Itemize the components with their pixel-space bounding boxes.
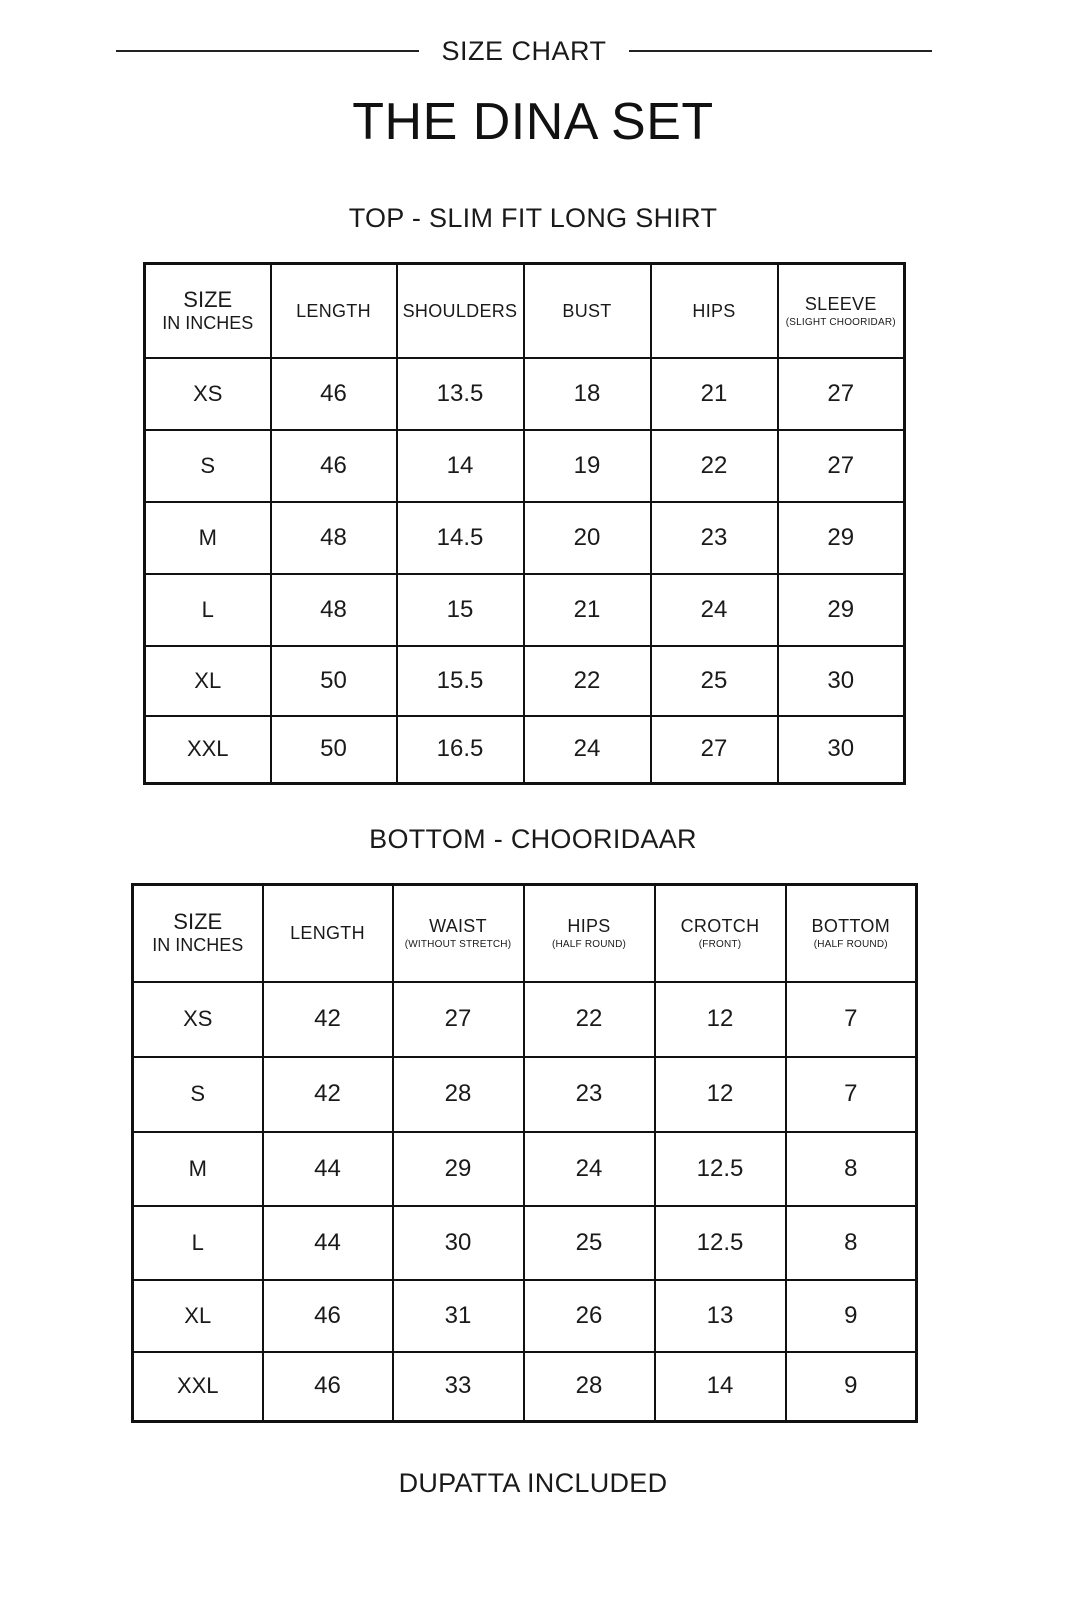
table-header-row [145, 264, 905, 358]
column-header-main: SHOULDERS [402, 300, 518, 321]
size-cell: XS [133, 982, 263, 1057]
bottom-cell: 9 [786, 1352, 917, 1422]
table-row [145, 574, 905, 646]
shoulders-cell: 14.5 [397, 502, 524, 574]
table-row [133, 1057, 917, 1132]
table-row [145, 430, 905, 502]
size-cell: XXL [133, 1352, 263, 1422]
hips-cell: 26 [524, 1280, 655, 1352]
column-header-sub: (FRONT) [698, 939, 742, 951]
shoulders-cell: 16.5 [397, 716, 524, 784]
waist-cell: 30 [393, 1206, 524, 1280]
hips-cell: 22 [524, 982, 655, 1057]
table-row [145, 646, 905, 716]
length-cell: 50 [271, 646, 397, 716]
shoulders-cell: 15.5 [397, 646, 524, 716]
column-header-shoulders [397, 264, 524, 358]
length-cell: 44 [263, 1132, 393, 1206]
sleeve-cell: 29 [778, 574, 905, 646]
table-row [145, 502, 905, 574]
column-header-main: SIZE [183, 286, 233, 312]
column-header-crotch [655, 885, 786, 982]
column-header-sub: IN INCHES [162, 312, 254, 333]
length-cell: 48 [271, 574, 397, 646]
waist-cell: 29 [393, 1132, 524, 1206]
length-cell: 42 [263, 982, 393, 1057]
table-row [133, 1206, 917, 1280]
sleeve-cell: 30 [778, 716, 905, 784]
length-cell: 46 [271, 358, 397, 430]
sleeve-cell: 29 [778, 502, 905, 574]
crotch-cell: 13 [655, 1280, 786, 1352]
column-header-sub: (WITHOUT STRETCH) [404, 939, 512, 951]
size-cell: XL [145, 646, 271, 716]
column-header-sub: (HALF ROUND) [813, 939, 888, 951]
length-cell: 46 [263, 1352, 393, 1422]
length-cell: 42 [263, 1057, 393, 1132]
header-rule-left [116, 50, 419, 52]
bottom-cell: 8 [786, 1206, 917, 1280]
length-cell: 50 [271, 716, 397, 784]
size-cell: XS [145, 358, 271, 430]
column-header-main: LENGTH [296, 300, 371, 321]
hips-cell: 24 [524, 1132, 655, 1206]
size-cell: S [145, 430, 271, 502]
dupatta-note: DUPATTA INCLUDED [398, 1468, 668, 1498]
size-cell: XL [133, 1280, 263, 1352]
size-cell: S [133, 1057, 263, 1132]
top-size-table [143, 262, 906, 785]
size-cell: L [145, 574, 271, 646]
sleeve-cell: 30 [778, 646, 905, 716]
length-cell: 46 [263, 1280, 393, 1352]
table-row [133, 1352, 917, 1422]
hips-cell: 27 [651, 716, 778, 784]
hips-cell: 28 [524, 1352, 655, 1422]
size-cell: XXL [145, 716, 271, 784]
size-chart-label: SIZE CHART [441, 35, 607, 66]
waist-cell: 33 [393, 1352, 524, 1422]
column-header-main: WAIST [429, 916, 487, 937]
column-header-main: LENGTH [290, 923, 365, 944]
column-header-size [133, 885, 263, 982]
column-header-main: BOTTOM [811, 916, 890, 937]
header-rule-right [629, 50, 932, 52]
bottom-cell: 8 [786, 1132, 917, 1206]
hips-cell: 25 [651, 646, 778, 716]
column-header-hips [651, 264, 778, 358]
length-cell: 48 [271, 502, 397, 574]
crotch-cell: 12 [655, 1057, 786, 1132]
shoulders-cell: 15 [397, 574, 524, 646]
hips-cell: 23 [524, 1057, 655, 1132]
column-header-sleeve [778, 264, 905, 358]
bust-cell: 21 [524, 574, 651, 646]
bust-cell: 20 [524, 502, 651, 574]
hips-cell: 25 [524, 1206, 655, 1280]
column-header-hips [524, 885, 655, 982]
table-row [145, 716, 905, 784]
hips-cell: 22 [651, 430, 778, 502]
size-chart-header [116, 34, 932, 68]
bust-cell: 19 [524, 430, 651, 502]
bust-cell: 18 [524, 358, 651, 430]
column-header-waist [393, 885, 524, 982]
bust-cell: 24 [524, 716, 651, 784]
hips-cell: 23 [651, 502, 778, 574]
size-cell: M [133, 1132, 263, 1206]
bottom-section-title: BOTTOM - CHOORIDAAR [369, 824, 697, 854]
sleeve-cell: 27 [778, 430, 905, 502]
shoulders-cell: 13.5 [397, 358, 524, 430]
column-header-bust [524, 264, 651, 358]
waist-cell: 27 [393, 982, 524, 1057]
waist-cell: 28 [393, 1057, 524, 1132]
crotch-cell: 12.5 [655, 1206, 786, 1280]
sleeve-cell: 27 [778, 358, 905, 430]
hips-cell: 24 [651, 574, 778, 646]
table-row [133, 1280, 917, 1352]
length-cell: 44 [263, 1206, 393, 1280]
column-header-main: SLEEVE [804, 293, 877, 314]
table-row [133, 1132, 917, 1206]
top-section-title: TOP - SLIM FIT LONG SHIRT [348, 203, 718, 233]
column-header-bottom [786, 885, 917, 982]
page-title: THE DINA SET [352, 93, 714, 151]
column-header-main: HIPS [567, 916, 611, 937]
table-header-row [133, 885, 917, 982]
size-cell: M [145, 502, 271, 574]
crotch-cell: 14 [655, 1352, 786, 1422]
table-row [133, 982, 917, 1057]
column-header-main: CROTCH [680, 916, 760, 937]
column-header-length [263, 885, 393, 982]
bottom-cell: 7 [786, 982, 917, 1057]
crotch-cell: 12.5 [655, 1132, 786, 1206]
column-header-sub: (HALF ROUND) [551, 939, 627, 951]
bottom-cell: 9 [786, 1280, 917, 1352]
column-header-sub: (SLIGHT CHOORIDAR) [785, 316, 896, 328]
column-header-main: SIZE [173, 909, 223, 935]
column-header-length [271, 264, 397, 358]
bust-cell: 22 [524, 646, 651, 716]
column-header-main: BUST [562, 300, 612, 321]
crotch-cell: 12 [655, 982, 786, 1057]
shoulders-cell: 14 [397, 430, 524, 502]
table-row [145, 358, 905, 430]
bottom-cell: 7 [786, 1057, 917, 1132]
hips-cell: 21 [651, 358, 778, 430]
column-header-size [145, 264, 271, 358]
column-header-main: HIPS [692, 300, 736, 321]
waist-cell: 31 [393, 1280, 524, 1352]
column-header-sub: IN INCHES [152, 935, 244, 956]
size-cell: L [133, 1206, 263, 1280]
bottom-size-table [131, 883, 918, 1423]
length-cell: 46 [271, 430, 397, 502]
